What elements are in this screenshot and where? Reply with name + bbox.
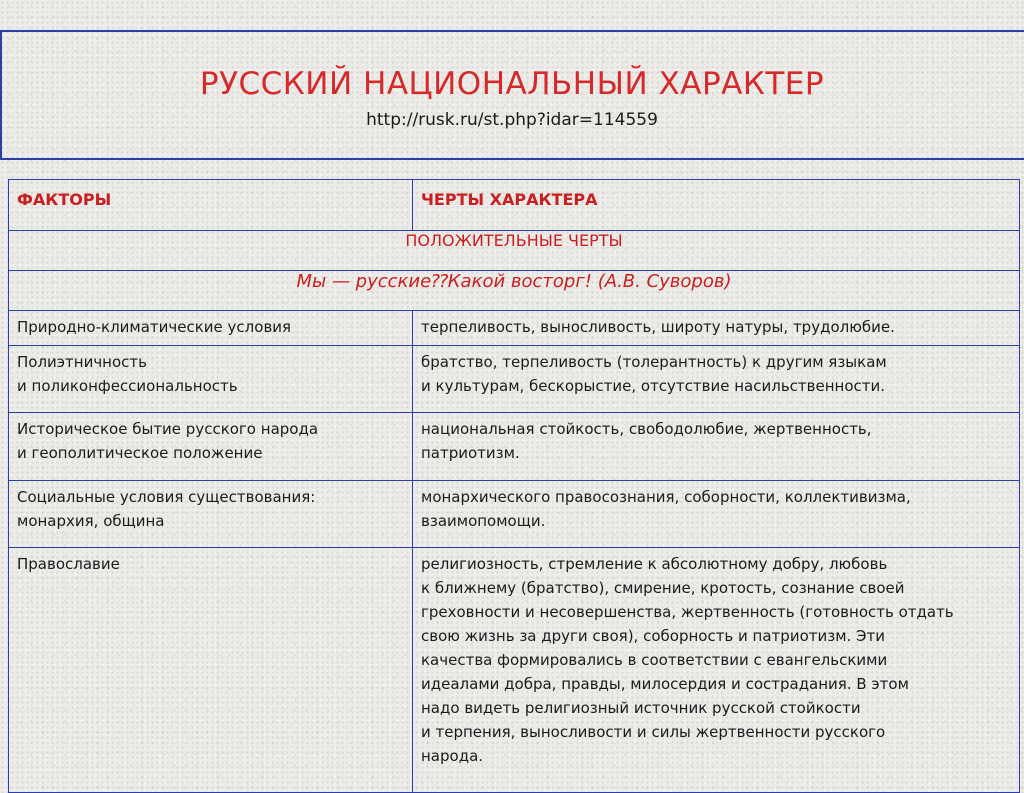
section-title: ПОЛОЖИТЕЛЬНЫЕ ЧЕРТЫ <box>9 231 1020 271</box>
section-row <box>9 231 1020 271</box>
header-factors: ФАКТОРЫ <box>9 180 413 231</box>
table-row <box>9 346 1020 413</box>
frame-title-bottom-line <box>0 158 1024 160</box>
table-header-row <box>9 180 1020 231</box>
factor-cell: Социальные условия существования: монархия, община <box>9 481 413 548</box>
traits-cell: терпеливость, выносливость, широту натуры, трудолюбие. <box>413 311 1020 346</box>
source-url[interactable]: http://rusk.ru/st.php?idar=114559 <box>366 110 658 130</box>
factor-cell: Природно-климатические условия <box>9 311 413 346</box>
traits-cell: монархического правосознания, соборности, коллективизма, взаимопомощи. <box>413 481 1020 548</box>
table-row <box>9 413 1020 481</box>
factor-cell: Православие <box>9 548 413 793</box>
motto-row <box>9 271 1020 311</box>
table-row <box>9 311 1020 346</box>
table-row <box>9 481 1020 548</box>
page-title: РУССКИЙ НАЦИОНАЛЬНЫЙ ХАРАКТЕР <box>199 66 825 102</box>
header-traits: ЧЕРТЫ ХАРАКТЕРА <box>413 180 1020 231</box>
factor-cell: Историческое бытие русского народа и геополитическое положение <box>9 413 413 481</box>
character-table <box>8 179 1020 793</box>
factor-cell: Полиэтничность и поликонфессиональность <box>9 346 413 413</box>
traits-cell: национальная стойкость, свободолюбие, жертвенность, патриотизм. <box>413 413 1020 481</box>
table-row <box>9 548 1020 793</box>
traits-cell: религиозность, стремление к абсолютному добру, любовь к ближнему (братство), смирение, кротость, сознание своей греховности и несовершенства, жертвенность (готовность отдать свою жизнь за други своя), соборность и патриотизм. Эти качества формировались в соответствии с евангельскими идеалами добра, правды, милосердия и сострадания. В этом надо видеть религиозный источник русской стойкости и терпения, выносливости и силы жертвенности русского народа. <box>413 548 1020 793</box>
title-block <box>0 30 1024 158</box>
traits-cell: братство, терпеливость (толерантность) к другим языкам и культурам, бескорыстие, отсутствие насильственности. <box>413 346 1020 413</box>
motto-text: Мы — русские⁇Какой восторг! (А.В. Суворов) <box>9 271 1020 311</box>
